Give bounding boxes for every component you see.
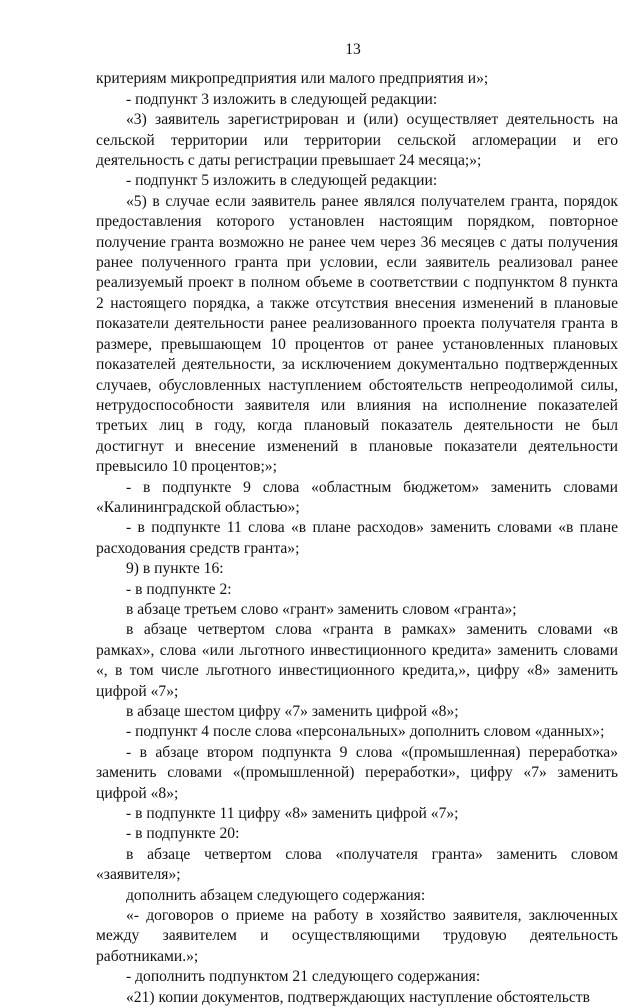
paragraph: - в подпункте 9 слова «областным бюджетом» заменить словами «Калининградской областью»;: [96, 478, 618, 516]
paragraph: - в абзаце втором подпункта 9 слова «(промышленная) переработка» заменить словами «(промышленной) переработки», цифру «7» заменить цифрой «8»;: [96, 743, 618, 802]
paragraph: - подпункт 5 изложить в следующей редакции:: [126, 172, 438, 190]
paragraph: 9) в пункте 16:: [126, 560, 224, 578]
paragraph: в абзаце шестом цифру «7» заменить цифрой «8»;: [126, 703, 459, 720]
paragraph: в абзаце четвертом слова «получателя гранта» заменить словом «заявителя»;: [96, 845, 618, 884]
paragraph: - подпункт 3 изложить в следующей редакции:: [126, 90, 438, 108]
paragraph: - в подпункте 20:: [126, 825, 240, 843]
paragraph: - в подпункте 11 цифру «8» заменить цифрой «7»;: [126, 805, 459, 823]
paragraph: - в подпункте 11 слова «в плане расходов» заменить словами «в плане расходования средств гранта»;: [96, 519, 618, 557]
paragraph: критериям микропредприятия или малого предприятия и»;: [96, 70, 489, 88]
document-body: [96, 69, 618, 1008]
paragraph: - в подпункте 2:: [126, 580, 232, 598]
paragraph: - дополнить подпунктом 21 следующего содержания:: [126, 968, 481, 986]
paragraph: дополнить абзацем следующего содержания:: [126, 886, 426, 904]
paragraph: «5) в случае если заявитель ранее являлся получателем гранта, порядок предоставления которого установлен настоящим порядком, повторное получение гранта возможно не ранее чем через 36 месяцев с даты получения ранее полученного гранта при условии, если заявитель реализовал ранее реализуемый проект в полном объеме в соответствии с подпунктом 8 пункта 2 настоящего порядка, а также отсутствия внесения изменений в плановые показатели деятельности ранее реализованного проекта получателя гранта в размере, превышающем 10 процентов от ранее установленных плановых показателей деятельности, за исключением документально подтвержденных случаев, обусловленных наступлением обстоятельств непреодолимой силы, нетрудоспособности заявителя или влияния на исполнение показателей третьих лиц в году, когда плановый показатель деятельности не был достигнут и внесение изменений в плановые показатели деятельности превысило 10 процентов;»;: [96, 192, 618, 476]
paragraph: в абзаце четвертом слова «гранта в рамках» заменить словами «в рамках», слова «или льготного инвестиционного кредита» заменить словами «, в том числе льготного инвестиционного кредита,», цифру «8» заменить цифрой «7»;: [96, 621, 618, 700]
paragraph: - подпункт 4 после слова «персональных» дополнить словом «данных»;: [126, 723, 605, 741]
paragraph: «3) заявитель зарегистрирован и (или) осуществляет деятельность на сельской территории или территории сельской агломерации и его деятельность с даты регистрации превышает 24 месяца;»;: [96, 111, 618, 170]
paragraph: «- договоров о приеме на работу в хозяйство заявителя, заключенных между заявителем и осуществляющими трудовую деятельность работниками.»;: [96, 907, 618, 965]
paragraph: «21) копии документов, подтверждающих наступление обстоятельств: [126, 988, 590, 1006]
page-number: 13: [345, 41, 361, 58]
paragraph: в абзаце третьем слово «грант» заменить словом «гранта»;: [126, 600, 517, 618]
